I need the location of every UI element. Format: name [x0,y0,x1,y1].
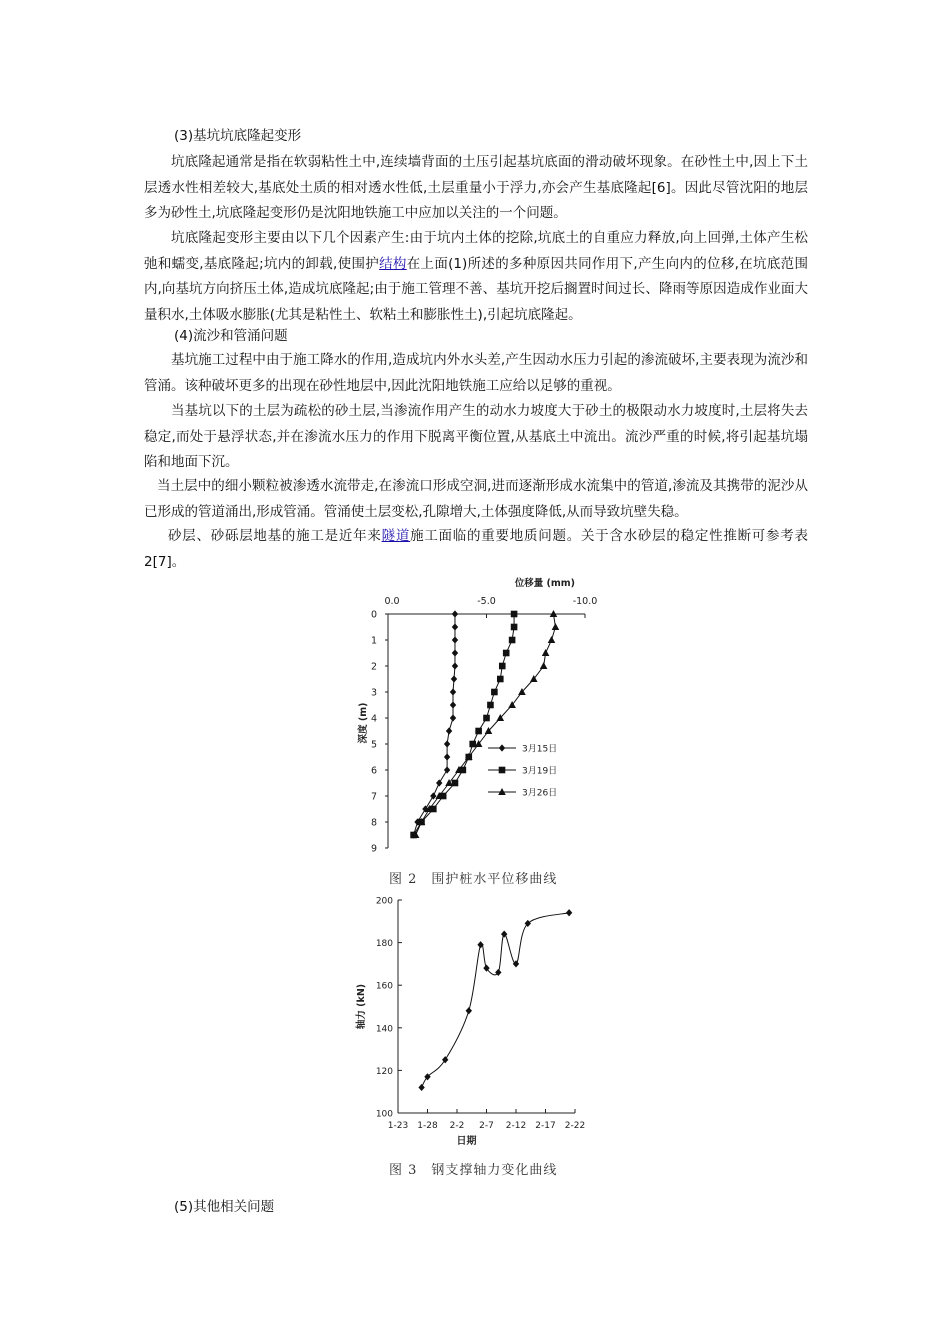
link-structure[interactable]: 结构 [379,255,407,272]
x-tick-label: 2-12 [505,1121,527,1131]
y-tick-label: 0 [370,609,378,621]
data-point [566,909,572,916]
y-tick-label: 5 [370,739,378,751]
paragraph-2-text-b: 在上面(1)所述的多种原因共同作用下,产生向内的位移,在坑底范围内,向基坑方向挤压土体,造成坑底隆起;由于施工管理不善、基坑开挖后搁置时间过长、降雨等原因造成作业面大量积水,土体吸水膨胀(尤其是粘性土、软粘土和膨胀性土),引起坑底隆起。 [144,255,808,323]
data-point [436,779,442,786]
data-point [509,637,516,644]
y-tick-label: 3 [370,687,378,699]
data-point [452,610,458,617]
data-point [466,1007,472,1014]
legend-label: 3月26日 [522,788,558,799]
data-point [418,1084,424,1091]
section-heading-3: (3)基坑坑底隆起变形 [174,128,302,144]
y-axis-label: 轴力 (kN) [356,983,367,1030]
x-tick-label: 2-2 [449,1121,465,1131]
y-tick-label: 140 [375,1024,393,1035]
y-tick-label: 9 [370,843,378,855]
paragraph-6-text-b: 施工面临的重要地质问题。关于含水砂层的稳定性推断可参考表2[7]。 [144,528,809,570]
section-heading-5: (5)其他相关问题 [174,1199,275,1215]
paragraph-6-text-a: 砂层、砂砾层地基的施工是近年来 [168,528,382,544]
paragraph-6 [144,524,808,575]
data-point [452,636,458,643]
data-point [469,741,476,748]
x-tick-label: 1-28 [417,1121,438,1131]
paragraph-1: 坑底隆起通常是指在软弱粘性土中,连续墙背面的土压引起基坑底面的滑动破坏现象。在砂性土中,因上下土层透水性相差较大,基底处土质的相对透水性低,土层重量小于浮力,亦会产生基底隆起[6]。因此尽管沈阳的地层多为砂性土,坑底隆起变形仍是沈阳地铁施工中应加以关注的一个问题。 [144,154,808,221]
figure-2-caption: 图 2 围护桩水平位移曲线 [389,872,558,887]
x-axis-label: 日期 [456,1136,477,1146]
data-point [452,780,459,787]
y-tick-label: 180 [375,939,393,950]
x-tick-label: 2-7 [479,1121,494,1131]
y-tick-label: 4 [370,713,378,725]
legend-label: 3月19日 [522,766,558,777]
series-line [414,614,514,835]
data-point [511,611,518,618]
data-point [491,689,498,696]
figure-2 [350,572,610,872]
y-tick-label: 6 [370,765,378,777]
displacement-chart [350,572,610,872]
data-point [450,701,456,708]
data-point [542,649,550,656]
data-point [497,676,504,683]
data-point [444,740,450,747]
paragraph-4: 当基坑以下的土层为疏松的砂土层,当渗流作用产生的动水力坡度大于砂土的极限动水力坡度时,土层将失去稳定,而处于悬浮状态,并在渗流水压力的作用下脱离平衡位置,从基底土中流出。流沙严重的时候,将引起基坑塌陷和地面下沉。 [144,403,808,470]
data-point [503,650,510,657]
y-tick-label: 120 [375,1066,393,1077]
paragraph-5: 当土层中的细小颗粒被渗透水流带走,在渗流口形成空洞,进而逐渐形成水流集中的管道,渗流及其携带的泥沙从已形成的管道涌出,形成管涌。管涌使土层变松,孔隙增大,土体强度降低,从而导致坑壁失稳。 [144,478,808,520]
x-tick-label: 1-23 [387,1121,409,1131]
x-tick-label: -10.0 [572,596,598,607]
data-point [430,792,436,799]
data-point [540,662,548,669]
x-tick-label: 2-22 [564,1121,586,1131]
data-point [499,663,506,670]
data-point [475,728,482,735]
data-point [444,753,450,760]
paragraph-2 [144,226,808,328]
figure-3 [350,890,600,1146]
data-point [483,715,490,722]
link-tunnel[interactable]: 隧道 [381,528,411,544]
x-tick-label: 0.0 [384,596,400,607]
data-point [450,688,456,695]
y-tick-label: 160 [375,981,393,992]
axial-force-chart [350,890,600,1146]
y-tick-label: 8 [370,817,378,829]
series-line [416,614,556,835]
legend-label: 3月15日 [522,744,558,755]
x-tick-label: -5.0 [477,596,496,607]
legend-marker [499,767,506,774]
data-point [444,766,450,773]
y-tick-label: 1 [370,635,378,647]
data-point [548,636,556,643]
y-tick-label: 7 [370,791,378,803]
data-point [452,649,458,656]
y-tick-label: 2 [370,661,378,673]
y-tick-label: 200 [375,896,393,907]
figure-3-caption: 图 3 钢支撑轴力变化曲线 [389,1163,558,1178]
data-point [452,662,458,669]
data-point [552,623,560,630]
x-axis-label: 位移量 (mm) [514,578,575,589]
data-point [450,714,456,721]
data-point [446,727,452,734]
data-point [452,623,458,630]
data-point [511,624,518,631]
y-tick-label: 100 [375,1109,393,1120]
section-heading-4: (4)流沙和管涌问题 [174,328,288,344]
x-tick-label: 2-17 [535,1121,556,1131]
data-point [451,675,457,682]
y-axis-label: 深度 (m) [358,702,369,744]
legend-marker [499,744,505,751]
data-point [487,702,494,709]
paragraph-2-text-a: 坑底隆起变形主要由以下几个因素产生:由于坑内土体的挖除,坑底土的自重应力释放,向上回弹,土体产生松弛和蠕变,基底隆起;坑内的卸载,使围护 [144,230,808,272]
paragraph-3: 基坑施工过程中由于施工降水的作用,造成坑内外水头差,产生因动水压力引起的渗流破坏,主要表现为流沙和管涌。该种破坏更多的出现在砂性地层中,因此沈阳地铁施工应给以足够的重视。 [144,352,808,394]
